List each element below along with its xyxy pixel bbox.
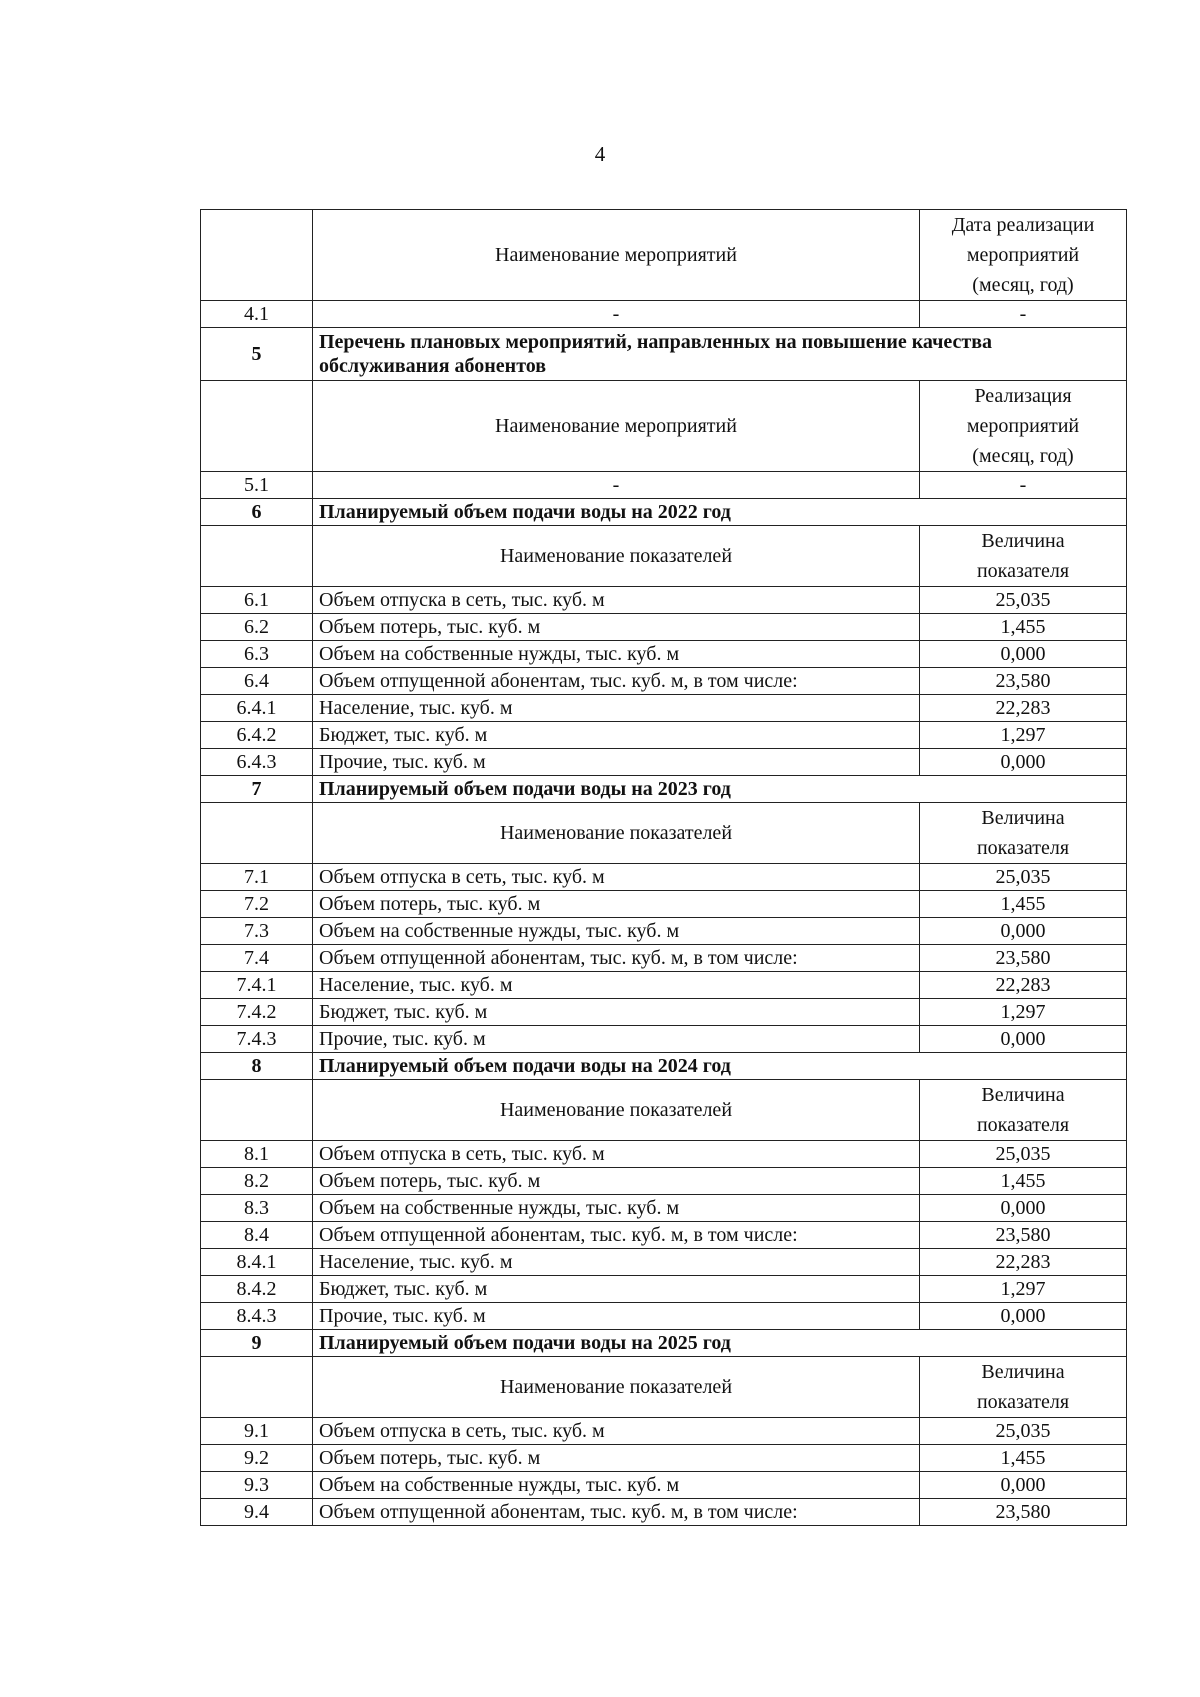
row-num: 6.3 (201, 641, 313, 668)
row-num: 8.4.3 (201, 1303, 313, 1330)
table-row (201, 1222, 1127, 1249)
row-value: 25,035 (920, 587, 1127, 614)
row-name: Бюджет, тыс. куб. м (313, 722, 920, 749)
section-title: Планируемый объем подачи воды на 2022 год (313, 499, 1127, 526)
header-name-cell: Наименование мероприятий (313, 210, 920, 301)
section-title: Планируемый объем подачи воды на 2023 год (313, 776, 1127, 803)
section-title-row (201, 1053, 1127, 1080)
row-value: 0,000 (920, 749, 1127, 776)
row-name: Объем потерь, тыс. куб. м (313, 1168, 920, 1195)
header-value-cell (920, 803, 1127, 864)
row-num: 9.1 (201, 1418, 313, 1445)
section-title: Планируемый объем подачи воды на 2024 год (313, 1053, 1127, 1080)
row-name: Прочие, тыс. куб. м (313, 749, 920, 776)
header-num-cell (201, 803, 313, 864)
row-name: Объем на собственные нужды, тыс. куб. м (313, 918, 920, 945)
row-num: 8.1 (201, 1141, 313, 1168)
header-value-line1: Величина (981, 1361, 1065, 1383)
table-row (201, 1276, 1127, 1303)
section-num: 8 (201, 1053, 313, 1080)
row-value: 1,455 (920, 1445, 1127, 1472)
row-value: 23,580 (920, 1499, 1127, 1526)
row-num: 7.4.2 (201, 999, 313, 1026)
row-value: 25,035 (920, 864, 1127, 891)
row-value: 0,000 (920, 1303, 1127, 1330)
row-num: 6.4.2 (201, 722, 313, 749)
row-value: 1,297 (920, 999, 1127, 1026)
table-row (201, 945, 1127, 972)
header-date-line1: Дата реализации (951, 214, 1095, 236)
row-name: Население, тыс. куб. м (313, 1249, 920, 1276)
header-num-cell (201, 526, 313, 587)
row-value: 1,297 (920, 722, 1127, 749)
header-date-line3: (месяц, год) (972, 274, 1074, 296)
table-row (201, 918, 1127, 945)
table-row (201, 1418, 1127, 1445)
table-row (201, 1168, 1127, 1195)
row-num: 6.4.1 (201, 695, 313, 722)
row-value: 1,455 (920, 1168, 1127, 1195)
row-num: 8.4.2 (201, 1276, 313, 1303)
section-title-row (201, 499, 1127, 526)
row-value: - (920, 472, 1127, 499)
header-value-line1: Величина (981, 807, 1065, 829)
row-num: 4.1 (201, 301, 313, 328)
section-title: Планируемый объем подачи воды на 2025 год (313, 1330, 1127, 1357)
table-row (201, 1445, 1127, 1472)
header-value-line2: показателя (976, 1391, 1070, 1413)
row-num: 9.2 (201, 1445, 313, 1472)
section-num: 6 (201, 499, 313, 526)
table-row (201, 1303, 1127, 1330)
header-value-cell (920, 1080, 1127, 1141)
row-value: 25,035 (920, 1141, 1127, 1168)
section-title-row (201, 1330, 1127, 1357)
row-name: Объем потерь, тыс. куб. м (313, 891, 920, 918)
section-num: 5 (201, 328, 313, 381)
row-name: Объем потерь, тыс. куб. м (313, 614, 920, 641)
row-num: 7.4.3 (201, 1026, 313, 1053)
table-row (201, 864, 1127, 891)
table-row (201, 749, 1127, 776)
row-value: 0,000 (920, 1472, 1127, 1499)
row-name: Объем отпущенной абонентам, тыс. куб. м, в том числе: (313, 1499, 920, 1526)
header-value-line2: показателя (976, 560, 1070, 582)
table-row (201, 1026, 1127, 1053)
table-row (201, 1195, 1127, 1222)
row-value: 23,580 (920, 1222, 1127, 1249)
table-row (201, 301, 1127, 328)
table-row (201, 972, 1127, 999)
row-num: 6.1 (201, 587, 313, 614)
section-title: Перечень плановых мероприятий, направленных на повышение качества обслуживания абонентов (313, 328, 1127, 381)
row-name: Прочие, тыс. куб. м (313, 1303, 920, 1330)
header-value-line1: Величина (981, 1084, 1065, 1106)
row-name: Население, тыс. куб. м (313, 972, 920, 999)
row-value: 22,283 (920, 1249, 1127, 1276)
row-num: 6.2 (201, 614, 313, 641)
row-name: - (313, 472, 920, 499)
header-value-line2: показателя (976, 1114, 1070, 1136)
section-title-row (201, 776, 1127, 803)
row-value: 0,000 (920, 1195, 1127, 1222)
row-name: Объем на собственные нужды, тыс. куб. м (313, 641, 920, 668)
page-number: 4 (594, 142, 606, 166)
row-name: Объем отпуска в сеть, тыс. куб. м (313, 1141, 920, 1168)
table-row (201, 695, 1127, 722)
row-value: 22,283 (920, 972, 1127, 999)
row-name: Объем потерь, тыс. куб. м (313, 1445, 920, 1472)
header-name-cell: Наименование показателей (313, 1357, 920, 1418)
header-value-line2: показателя (976, 837, 1070, 859)
header-value-line2: мероприятий (966, 415, 1080, 437)
table-row (201, 891, 1127, 918)
row-value: 0,000 (920, 918, 1127, 945)
section-num: 7 (201, 776, 313, 803)
header-name-cell: Наименование мероприятий (313, 381, 920, 472)
row-num: 7.1 (201, 864, 313, 891)
row-num: 7.3 (201, 918, 313, 945)
row-name: Прочие, тыс. куб. м (313, 1026, 920, 1053)
table-row (201, 614, 1127, 641)
row-value: 1,297 (920, 1276, 1127, 1303)
row-value: 1,455 (920, 614, 1127, 641)
row-value: 0,000 (920, 1026, 1127, 1053)
section-header-row (201, 803, 1127, 864)
header-name-cell: Наименование показателей (313, 1080, 920, 1141)
header-value-cell (920, 1357, 1127, 1418)
row-value: - (920, 301, 1127, 328)
row-num: 7.4.1 (201, 972, 313, 999)
row-value: 0,000 (920, 641, 1127, 668)
header-num-cell (201, 1357, 313, 1418)
row-value: 23,580 (920, 945, 1127, 972)
row-name: - (313, 301, 920, 328)
row-num: 9.4 (201, 1499, 313, 1526)
row-value: 23,580 (920, 668, 1127, 695)
row-value: 25,035 (920, 1418, 1127, 1445)
header-date-cell (920, 210, 1127, 301)
data-table (200, 209, 1127, 1526)
section-title-row (201, 328, 1127, 381)
table-row (201, 641, 1127, 668)
header-name-cell: Наименование показателей (313, 803, 920, 864)
section-num: 9 (201, 1330, 313, 1357)
table-row (201, 472, 1127, 499)
table-row (201, 722, 1127, 749)
header-value-cell (920, 381, 1127, 472)
row-name: Объем отпуска в сеть, тыс. куб. м (313, 864, 920, 891)
row-num: 8.2 (201, 1168, 313, 1195)
row-num: 9.3 (201, 1472, 313, 1499)
header-value-line3: (месяц, год) (972, 445, 1074, 467)
row-name: Объем отпущенной абонентам, тыс. куб. м, в том числе: (313, 945, 920, 972)
row-num: 8.4 (201, 1222, 313, 1249)
row-name: Население, тыс. куб. м (313, 695, 920, 722)
table-row (201, 1141, 1127, 1168)
row-name: Объем отпуска в сеть, тыс. куб. м (313, 587, 920, 614)
row-name: Объем отпущенной абонентам, тыс. куб. м, в том числе: (313, 668, 920, 695)
row-value: 22,283 (920, 695, 1127, 722)
header-value-cell (920, 526, 1127, 587)
header-num-cell (201, 210, 313, 301)
row-name: Бюджет, тыс. куб. м (313, 1276, 920, 1303)
header-name-cell: Наименование показателей (313, 526, 920, 587)
header-value-line1: Величина (981, 530, 1065, 552)
row-num: 8.3 (201, 1195, 313, 1222)
row-num: 5.1 (201, 472, 313, 499)
row-num: 7.4 (201, 945, 313, 972)
table-row (201, 1249, 1127, 1276)
table-row (201, 1472, 1127, 1499)
table-header-row (201, 210, 1127, 301)
header-num-cell (201, 1080, 313, 1141)
row-name: Бюджет, тыс. куб. м (313, 999, 920, 1026)
header-date-line2: мероприятий (966, 244, 1080, 266)
table-row (201, 668, 1127, 695)
table-row (201, 1499, 1127, 1526)
row-num: 6.4.3 (201, 749, 313, 776)
section-header-row (201, 381, 1127, 472)
table-row (201, 587, 1127, 614)
table-row (201, 999, 1127, 1026)
section-header-row (201, 1357, 1127, 1418)
row-num: 7.2 (201, 891, 313, 918)
row-name: Объем на собственные нужды, тыс. куб. м (313, 1472, 920, 1499)
row-num: 8.4.1 (201, 1249, 313, 1276)
row-value: 1,455 (920, 891, 1127, 918)
row-num: 6.4 (201, 668, 313, 695)
row-name: Объем отпущенной абонентам, тыс. куб. м, в том числе: (313, 1222, 920, 1249)
header-num-cell (201, 381, 313, 472)
row-name: Объем на собственные нужды, тыс. куб. м (313, 1195, 920, 1222)
row-name: Объем отпуска в сеть, тыс. куб. м (313, 1418, 920, 1445)
header-value-line1: Реализация (974, 385, 1072, 407)
section-header-row (201, 526, 1127, 587)
section-header-row (201, 1080, 1127, 1141)
